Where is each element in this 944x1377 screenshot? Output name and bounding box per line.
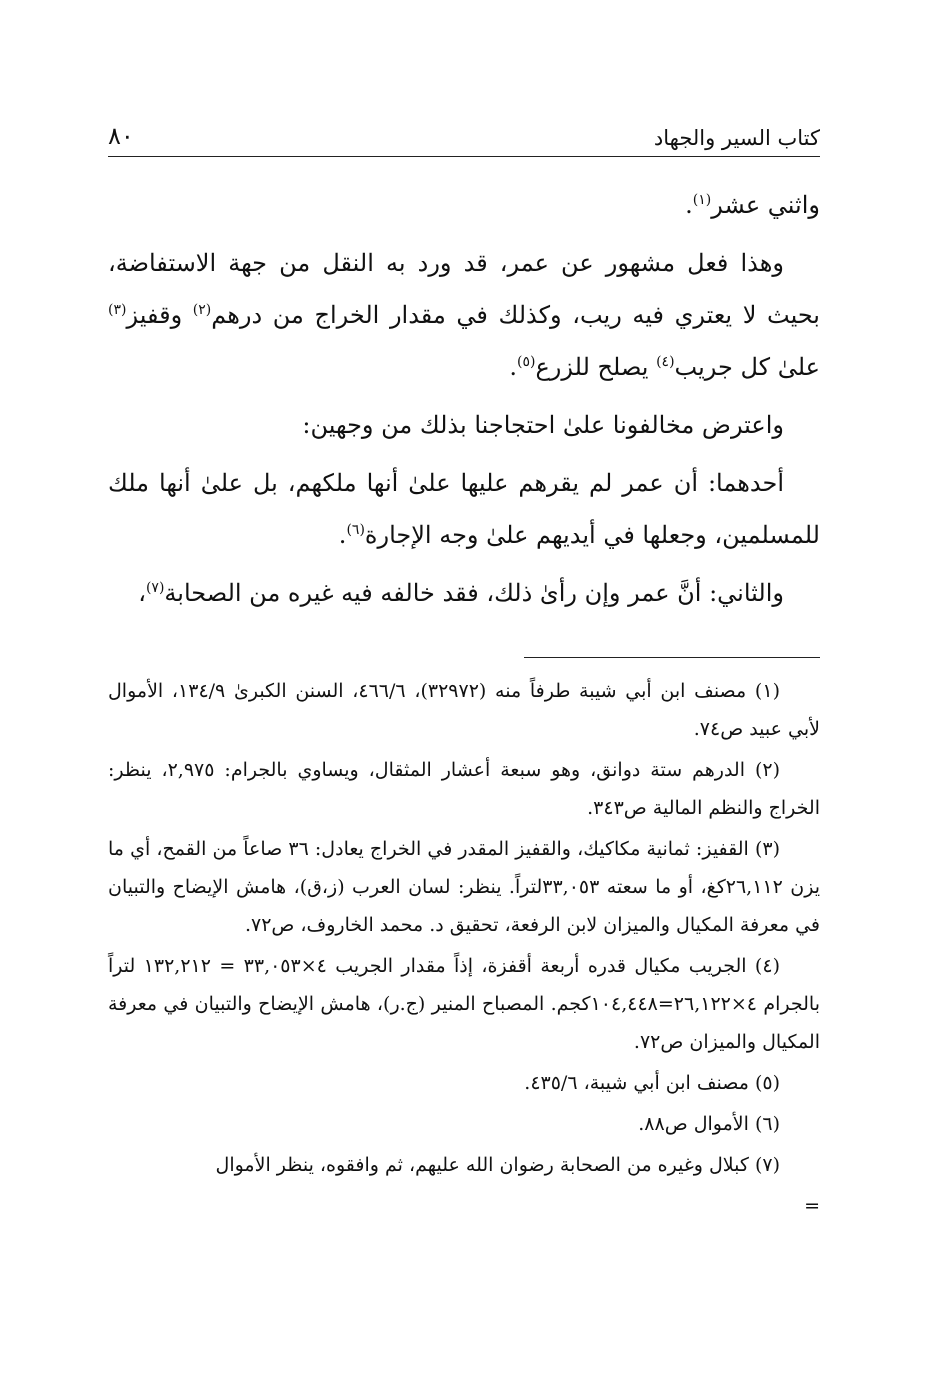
paragraph-1-text: واثني عشر bbox=[711, 191, 820, 219]
paragraph-2-text-d: يصلح للزرع bbox=[535, 353, 657, 381]
main-text bbox=[108, 179, 820, 619]
paragraph-5-end: ، bbox=[138, 579, 146, 607]
paragraph-5 bbox=[108, 567, 820, 619]
footnote-6: (٦) الأموال ص٨٨. bbox=[638, 1113, 780, 1135]
paragraph-1-end: . bbox=[685, 191, 693, 219]
paragraph-4-end: . bbox=[338, 521, 347, 549]
footnote-separator bbox=[524, 657, 820, 658]
paragraph-4 bbox=[108, 457, 820, 561]
footnote-4: (٤) الجريب مكيال قدره أربعة أقفزة، إذاً مقدار الجريب ٤×٣٣,٠٥٣ = ١٣٢,٢١٢ لتراً بالجرام ٤×٢٦,١٢٢=١٠٤,٤٤٨كجم. المصباح المنير (ج.ر)، هامش الإيضاح والتبيان في معرفة المكيال والميزان ص٧٢. bbox=[108, 955, 820, 1053]
book-title: كتاب السير والجهاد bbox=[653, 126, 820, 150]
running-header bbox=[108, 112, 820, 157]
paragraph-2-text-c: علىٰ كل جريب bbox=[674, 353, 820, 381]
footnote-ref-5: (٥) bbox=[517, 354, 536, 370]
footnote-1: (١) مصنف ابن أبي شيبة طرفاً منه (٣٢٩٧٢)، ٤٦٦/٦، السنن الكبرىٰ ١٣٤/٩، الأموال لأبي عبيد ص٧٤. bbox=[108, 680, 820, 740]
paragraph-3: واعترض مخالفونا علىٰ احتجاجنا بذلك من وجهين: bbox=[302, 411, 784, 439]
paragraph-2-end: . bbox=[509, 353, 517, 381]
footnote-7: (٧) كبلال وغيره من الصحابة رضوان الله عليهم، ثم وافقوه، ينظر الأموال bbox=[215, 1154, 780, 1176]
footnote-continuation-mark: = bbox=[804, 1195, 820, 1217]
book-page bbox=[108, 112, 820, 1228]
paragraph-2-text-b: وقفيز bbox=[126, 301, 193, 329]
paragraph-1 bbox=[108, 179, 820, 231]
footnote-ref-3: (٣) bbox=[108, 302, 127, 318]
footnote-ref-7: (٧) bbox=[145, 580, 165, 596]
paragraph-2 bbox=[108, 237, 820, 393]
paragraph-2-text-a: وهذا فعل مشهور عن عمر، قد ورد به النقل من جهة الاستفاضة، بحيث لا يعتري فيه ريب، وكذلك في مقدار الخراج من درهم bbox=[108, 249, 820, 329]
footnote-ref-2: (٢) bbox=[192, 302, 212, 318]
footnotes bbox=[108, 672, 820, 1225]
paragraph-4-text: أحدهما: أن عمر لم يقرهم عليها علىٰ أنها ملكهم، بل علىٰ أنها ملك للمسلمين، وجعلها في أيديهم علىٰ وجه الإجارة bbox=[108, 469, 820, 549]
footnote-3: (٣) القفيز: ثمانية مكاكيك، والقفيز المقدر في الخراج يعادل: ٣٦ صاعاً من القمح، أي ما يزن ٢٦,١١٢كغ، أو ما سعته ٣٣,٠٥٣لتراً. ينظر: لسان العرب (ز،ق)، هامش الإيضاح والتبيان في معرفة المكيال والميزان لابن الرفعة، تحقيق د. محمد الخاروف، ص٧٢. bbox=[108, 838, 820, 936]
footnote-5: (٥) مصنف ابن أبي شيبة، ٤٣٥/٦. bbox=[524, 1072, 780, 1094]
footnote-ref-6: (٦) bbox=[346, 522, 365, 538]
footnote-2: (٢) الدرهم ستة دوانق، وهو سبعة أعشار المثقال، ويساوي بالجرام: ٢,٩٧٥، ينظر: الخراج والنظم المالية ص٣٤٣. bbox=[108, 759, 820, 819]
page-number: ٨٠ bbox=[108, 122, 134, 150]
footnote-ref-1: (١) bbox=[692, 192, 712, 208]
paragraph-5-text: والثاني: أنَّ عمر وإن رأىٰ ذلك، فقد خالفه فيه غيره من الصحابة bbox=[164, 579, 784, 607]
footnote-ref-4: (٤) bbox=[656, 354, 675, 370]
